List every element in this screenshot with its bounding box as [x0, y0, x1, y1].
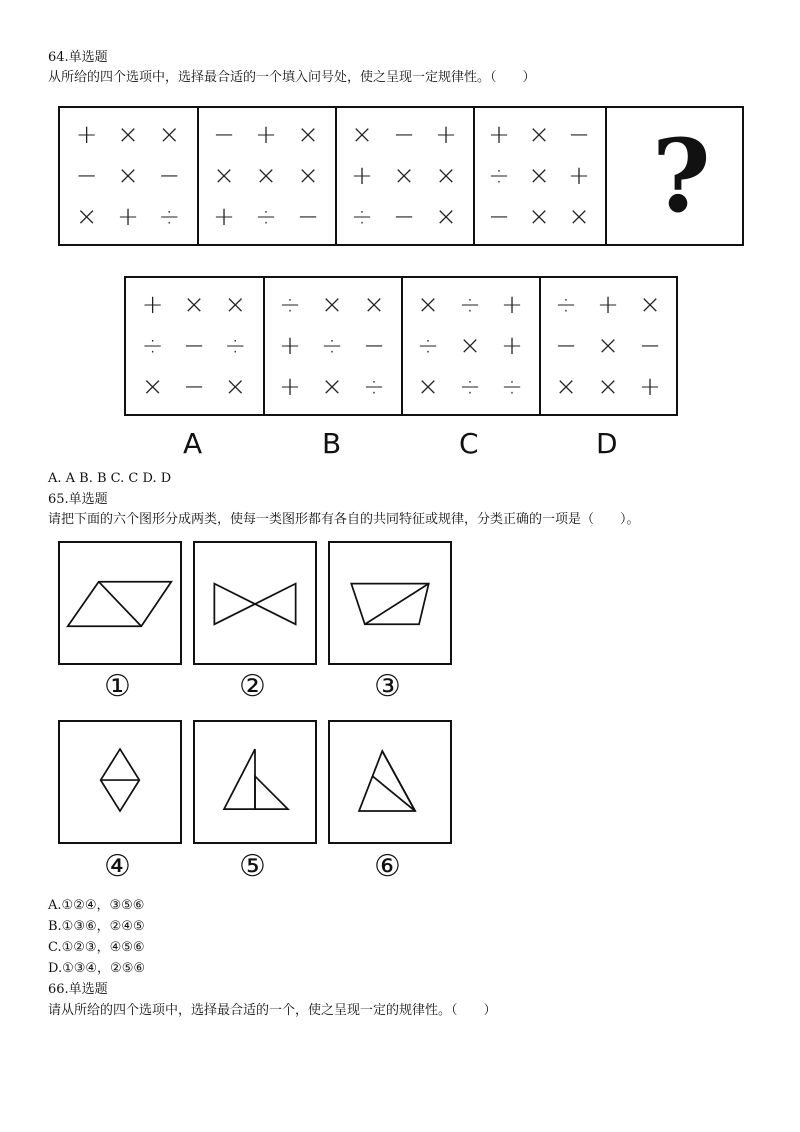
option-letter-d: D	[596, 427, 618, 460]
symbol: +	[639, 372, 661, 403]
symbol: −	[393, 202, 415, 233]
triangle-figure	[330, 722, 450, 842]
symbol: ×	[568, 202, 590, 233]
figure-label-3: ③	[374, 669, 401, 704]
q64-answers: A. A B. B C. C D. D	[48, 471, 172, 486]
q64-option-a-cell	[132, 284, 256, 408]
symbol: +	[279, 330, 301, 361]
symbol: −	[555, 330, 577, 361]
symbol: +	[501, 330, 523, 361]
symbol: +	[213, 202, 235, 233]
symbol: +	[75, 119, 98, 150]
symbol: −	[393, 119, 415, 150]
figure-5	[193, 720, 317, 844]
symbol: −	[75, 160, 98, 191]
symbol: −	[183, 330, 205, 361]
symbol: ×	[435, 202, 457, 233]
symbol: ÷	[417, 330, 439, 361]
figure-2	[193, 541, 317, 665]
q65-answer-b: B.①③⑥，②④⑤	[48, 919, 145, 934]
option-letter-a: A	[183, 427, 203, 460]
figure-label-5: ⑤	[239, 849, 266, 884]
symbol: ×	[213, 160, 235, 191]
symbol: ×	[158, 119, 181, 150]
symbol: +	[435, 119, 457, 150]
symbol: ÷	[363, 372, 385, 403]
symbol: ×	[297, 119, 319, 150]
symbol: ×	[528, 202, 550, 233]
figure-3	[328, 541, 452, 665]
symbol: ×	[224, 289, 247, 320]
symbol: ÷	[459, 372, 481, 403]
symbol: ×	[224, 372, 247, 403]
symbol: ÷	[279, 289, 301, 320]
symbol: ×	[597, 372, 619, 403]
symbol: ×	[597, 330, 619, 361]
symbol: ×	[141, 372, 164, 403]
symbol: ×	[297, 160, 319, 191]
q65-prompt: 请把下面的六个图形分成两类，使每一类图形都有各自的共同特征或规律，分类正确的一项是（ ）。	[48, 512, 640, 527]
symbol: ×	[363, 289, 385, 320]
symbol: −	[213, 119, 235, 150]
symbol: +	[501, 289, 523, 320]
symbol: +	[351, 160, 373, 191]
symbol: ÷	[158, 202, 181, 233]
symbol: ÷	[459, 289, 481, 320]
figure-label-2: ②	[239, 669, 266, 704]
figure-4	[58, 720, 182, 844]
symbol: −	[568, 119, 590, 150]
parallelogram-figure	[60, 543, 180, 663]
q65-answer-d: D.①③④，②⑤⑥	[48, 961, 146, 976]
bowtie-figure	[195, 543, 315, 663]
symbol: ÷	[321, 330, 343, 361]
symbol: −	[297, 202, 319, 233]
q64-option-c-cell	[407, 284, 533, 408]
symbol: ÷	[255, 202, 277, 233]
symbol: −	[183, 372, 205, 403]
symbol: ×	[555, 372, 577, 403]
symbol: −	[158, 160, 181, 191]
symbol: +	[255, 119, 277, 150]
symbol: −	[488, 202, 510, 233]
rhombus-figure	[60, 722, 180, 842]
q64-question-cell-1	[66, 114, 190, 238]
symbol: ×	[459, 330, 481, 361]
symbol: ×	[528, 119, 550, 150]
q64-question-strip	[58, 106, 744, 246]
symbol: +	[597, 289, 619, 320]
symbol: +	[568, 160, 590, 191]
symbol: +	[117, 202, 139, 233]
q66-header: 66.单选题	[48, 982, 108, 997]
q65-answer-c: C.①②③，④⑤⑥	[48, 940, 145, 955]
symbol: ×	[117, 119, 139, 150]
symbol: ×	[417, 289, 439, 320]
symbol: ×	[417, 372, 439, 403]
symbol: −	[363, 330, 385, 361]
trapezoid-figure	[330, 543, 450, 663]
q64-prompt: 从所给的四个选项中，选择最合适的一个填入问号处，使之呈现一定规律性。（ ）	[48, 70, 536, 85]
option-letter-c: C	[459, 427, 479, 460]
symbol: ×	[351, 119, 373, 150]
symbol: ×	[321, 372, 343, 403]
figure-label-6: ⑥	[374, 849, 401, 884]
symbol: ×	[255, 160, 277, 191]
option-letter-b: B	[322, 427, 342, 460]
q65-answer-a: A.①②④，③⑤⑥	[48, 898, 145, 913]
q64-option-b-cell	[269, 284, 395, 408]
symbol: ×	[639, 289, 661, 320]
figure-1	[58, 541, 182, 665]
symbol: ÷	[501, 372, 523, 403]
q64-options-strip	[124, 276, 678, 416]
q64-option-d-cell	[545, 284, 671, 408]
symbol: ÷	[555, 289, 577, 320]
symbol: ÷	[224, 330, 247, 361]
triangles-figure	[195, 722, 315, 842]
symbol: ×	[393, 160, 415, 191]
symbol: ×	[183, 289, 205, 320]
symbol: ×	[321, 289, 343, 320]
symbol: ×	[75, 202, 98, 233]
symbol: +	[279, 372, 301, 403]
figure-6	[328, 720, 452, 844]
question-mark: ?	[652, 117, 711, 235]
q64-question-cell-2	[203, 114, 329, 238]
figure-label-1: ①	[104, 669, 131, 704]
q64-question-cell-3	[341, 114, 467, 238]
symbol: ×	[117, 160, 139, 191]
q66-prompt: 请从所给的四个选项中，选择最合适的一个，使之呈现一定的规律性。（ ）	[48, 1003, 497, 1018]
symbol: ×	[528, 160, 550, 191]
q65-header: 65.单选题	[48, 492, 108, 507]
symbol: −	[639, 330, 661, 361]
symbol: ÷	[141, 330, 164, 361]
symbol: ÷	[488, 160, 510, 191]
symbol: ÷	[351, 202, 373, 233]
q64-question-cell-4	[479, 114, 599, 238]
figure-label-4: ④	[104, 849, 131, 884]
symbol: ×	[435, 160, 457, 191]
symbol: +	[141, 289, 164, 320]
q64-header: 64.单选题	[48, 50, 108, 65]
symbol: +	[488, 119, 510, 150]
